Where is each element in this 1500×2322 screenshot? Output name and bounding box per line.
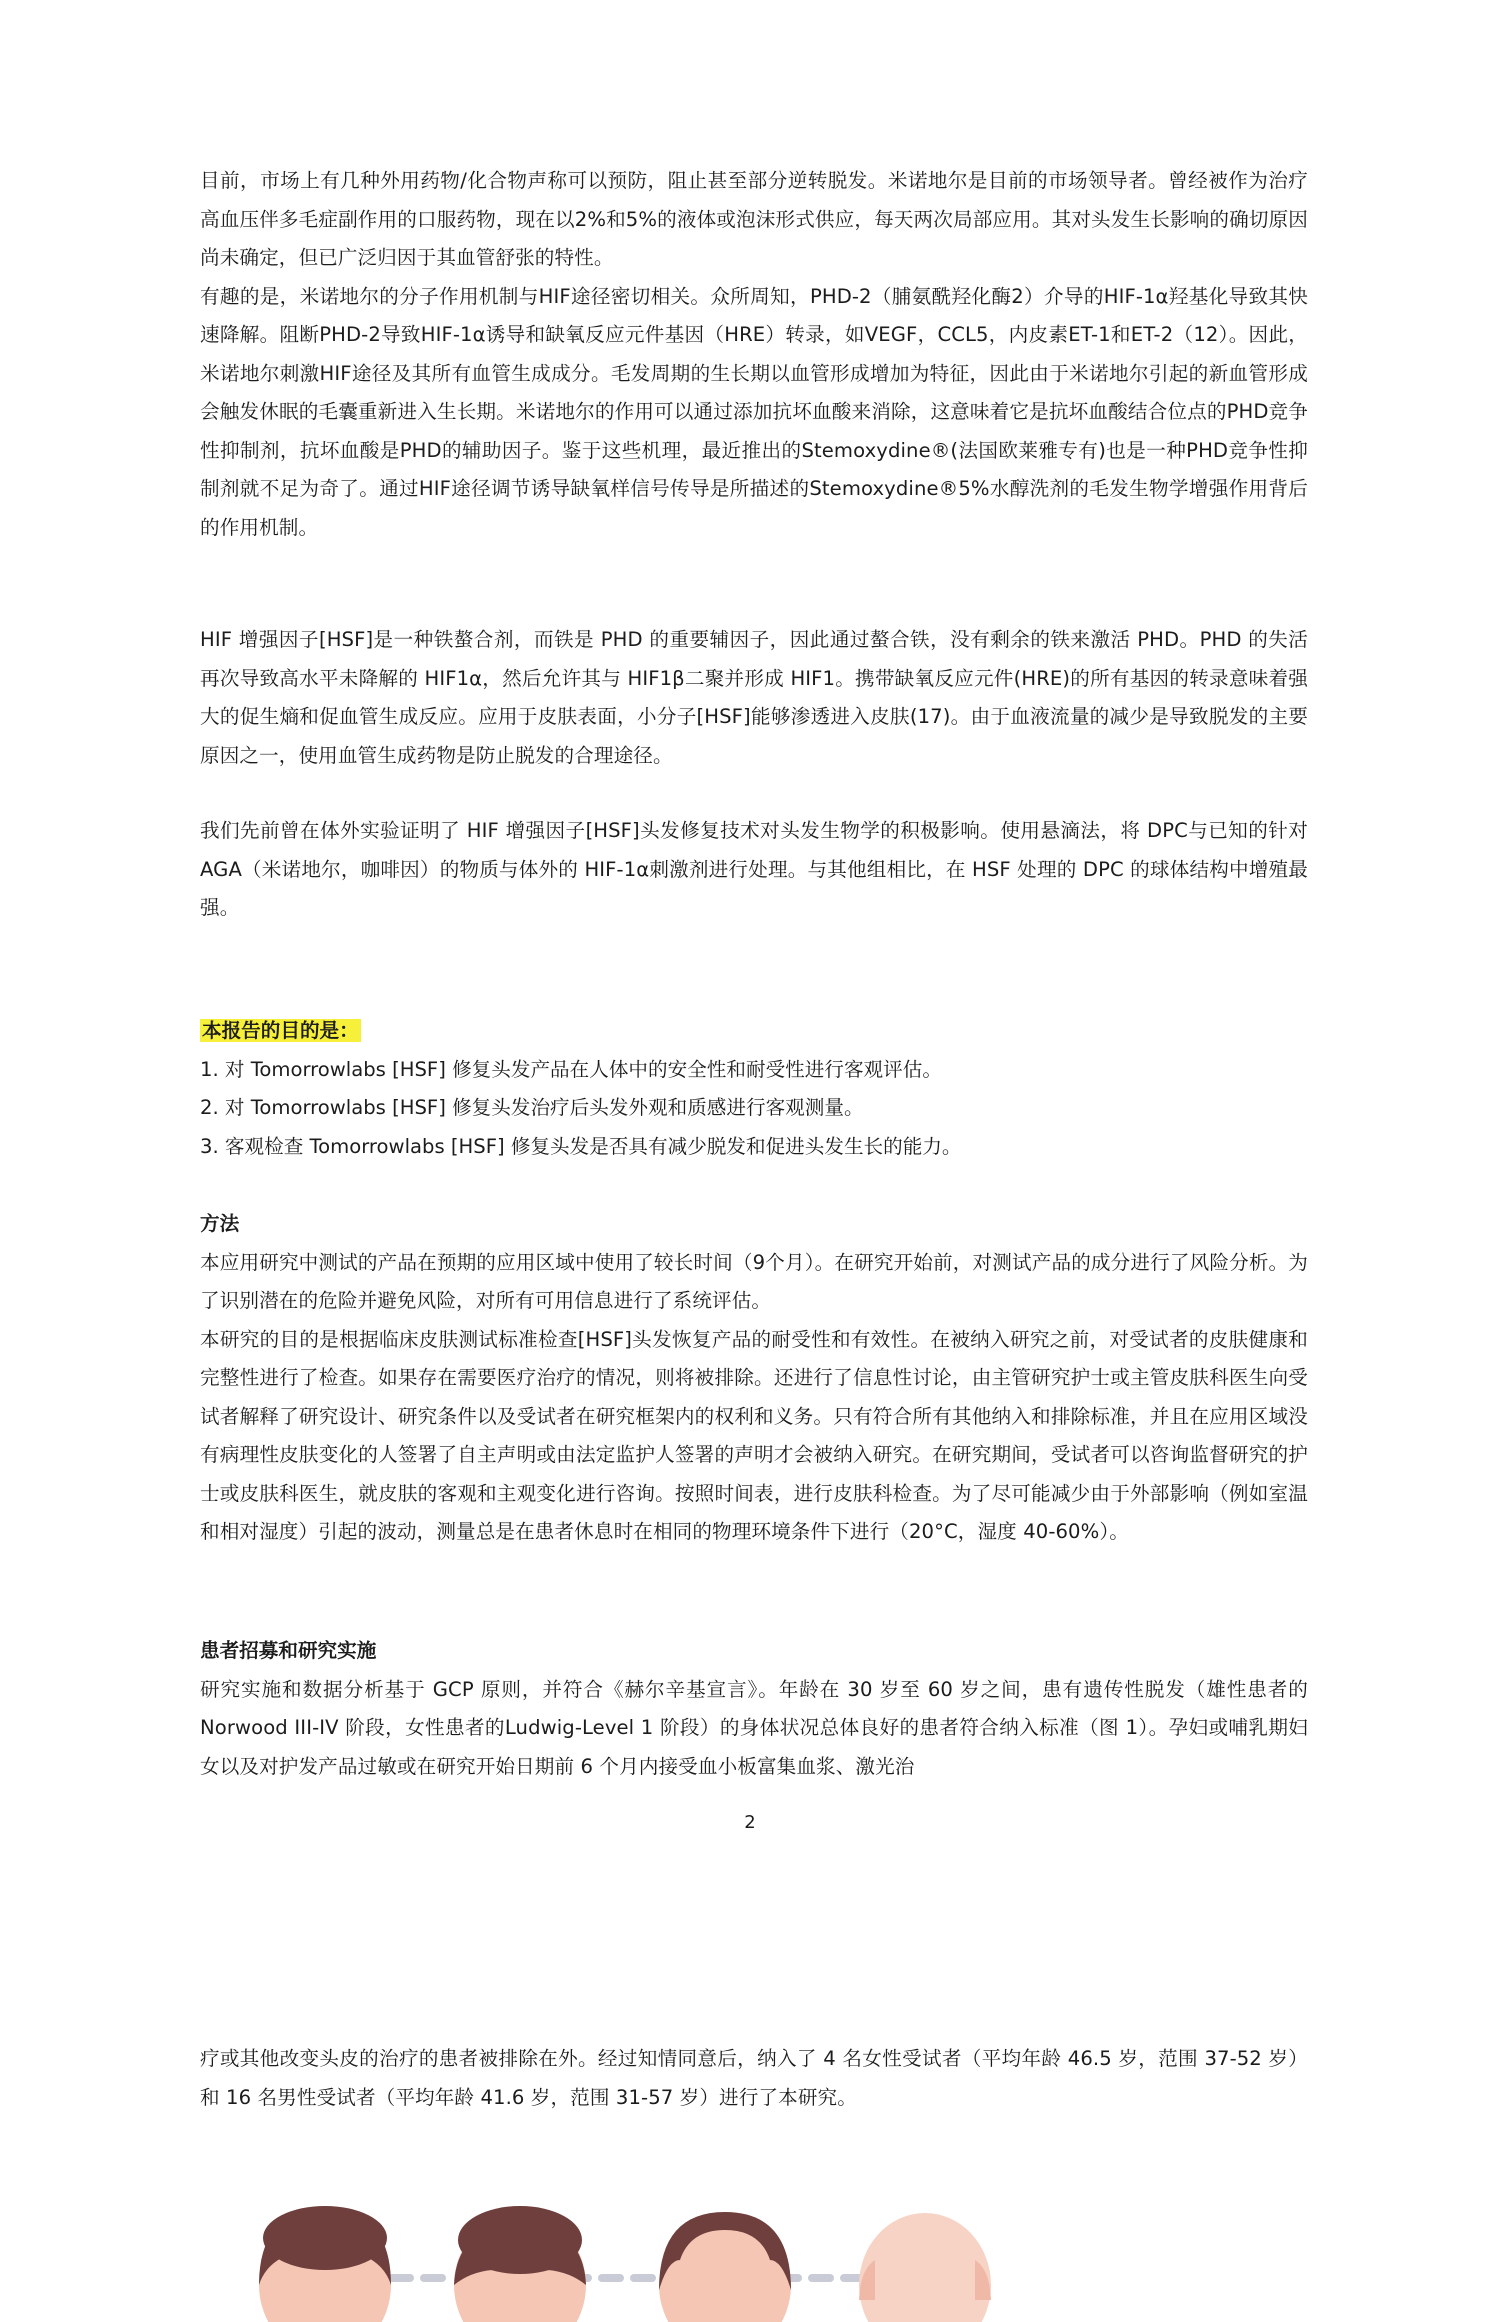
hair-loss-stages-figure [230, 2190, 1230, 2322]
head-stage-2-icon [454, 2206, 586, 2322]
head-stage-3-icon [659, 2212, 791, 2322]
paragraph-recruitment-1: 研究实施和数据分析基于 GCP 原则，并符合《赫尔辛基宣言》。年龄在 30 岁至 60 岁之间，患有遗传性脱发（雄性患者的 Norwood III-IV 阶段，女性患者的Ludwig-Level 1 阶段）的身体状况总体良好的患者符合纳入标准（图 1）。孕妇或哺乳期妇女以及对护发产品过敏或在研究开始日期前 6 个月内接受血小板富集血浆、激光治 [200, 1677, 1308, 1778]
paragraph-minoxidil-mechanism: 有趣的是，米诺地尔的分子作用机制与HIF途径密切相关。众所周知，PHD-2（脯氨酰羟化酶2）介导的HIF-1α羟基化导致其快速降解。阻断PHD-2导致HIF-1α诱导和缺氧反应元件基因（HRE）转录，如VEGF，CCL5，内皮素ET-1和ET-2（12）。因此，米诺地尔刺激HIF途径及其所有血管生成成分。毛发周期的生长期以血管形成增加为特征，因此由于米诺地尔引起的新血管形成会触发休眠的毛囊重新进入生长期。米诺地尔的作用可以通过添加抗坏血酸来消除，这意味着它是抗坏血酸结合位点的PHD竞争性抑制剂，抗坏血酸是PHD的辅助因子。鉴于这些机理，最近推出的Stemoxydine®(法国欧莱雅专有)也是一种PHD竞争性抑制剂就不足为奇了。通过HIF途径调节诱导缺氧样信号传导是所描述的Stemoxydine®5%水醇洗剂的毛发生物学增强作用背后的作用机制。 [200, 284, 1308, 539]
paragraph-methods-1: 本应用研究中测试的产品在预期的应用区域中使用了较长时间（9个月）。在研究开始前，对测试产品的成分进行了风险分析。为了识别潜在的危险并避免风险，对所有可用信息进行了系统评估。 [200, 1250, 1308, 1312]
head-stage-1-icon [259, 2206, 391, 2322]
invitro-section [200, 812, 1308, 928]
objective-item-2: 2. 对 Tomorrowlabs [HSF] 修复头发治疗后头发外观和质感进行客观测量。 [200, 1096, 864, 1119]
intro-section [200, 162, 1308, 547]
recruitment-continued [200, 2040, 1308, 2117]
paragraph-methods-2: 本研究的目的是根据临床皮肤测试标准检查[HSF]头发恢复产品的耐受性和有效性。在被纳入研究之前，对受试者的皮肤健康和完整性进行了检查。如果存在需要医疗治疗的情况，则将被排除。还进行了信息性讨论，由主管研究护士或主管皮肤科医生向受试者解释了研究设计、研究条件以及受试者在研究框架内的权利和义务。只有符合所有其他纳入和排除标准，并且在应用区域没有病理性皮肤变化的人签署了自主声明或由法定监护人签署的声明才会被纳入研究。在研究期间，受试者可以咨询监督研究的护士或皮肤科医生，就皮肤的客观和主观变化进行咨询。按照时间表，进行皮肤科检查。为了尽可能减少由于外部影响（例如室温和相对湿度）引起的波动，测量总是在患者休息时在相同的物理环境条件下进行（20°C，湿度 40-60%）。 [200, 1327, 1308, 1543]
paragraph-recruitment-2: 疗或其他改变头皮的治疗的患者被排除在外。经过知情同意后，纳入了 4 名女性受试者（平均年龄 46.5 岁，范围 37-52 岁）和 16 名男性受试者（平均年龄 41.6 岁，范围 31-57 岁）进行了本研究。 [200, 2047, 1308, 2109]
objective-item-1: 1. 对 Tomorrowlabs [HSF] 修复头发产品在人体中的安全性和耐受性进行客观评估。 [200, 1057, 942, 1081]
methods-section [200, 1205, 1308, 1552]
paragraph-hsf-chelator: HIF 增强因子[HSF]是一种铁螯合剂，而铁是 PHD 的重要辅因子，因此通过螯合铁，没有剩余的铁来激活 PHD。PHD 的失活再次导致高水平未降解的 HIF1α，然后允许其与 HIF1β二聚并形成 HIF1。携带缺氧反应元件(HRE)的所有基因的转录意味着强大的促生熵和促血管生成反应。应用于皮肤表面，小分子[HSF]能够渗透进入皮肤(17)。由于血液流量的减少是导致脱发的主要原因之一，使用血管生成药物是防止脱发的合理途径。 [200, 628, 1308, 767]
paragraph-minoxidil-market: 目前，市场上有几种外用药物/化合物声称可以预防，阻止甚至部分逆转脱发。米诺地尔是目前的市场领导者。曾经被作为治疗高血压伴多毛症副作用的口服药物，现在以2%和5%的液体或泡沫形式供应，每天两次局部应用。其对头发生长影响的确切原因尚未确定，但已广泛归因于其血管舒张的特性。 [200, 169, 1308, 269]
paragraph-invitro: 我们先前曾在体外实验证明了 HIF 增强因子[HSF]头发修复技术对头发生物学的积极影响。使用悬滴法，将 DPC与已知的针对 AGA（米诺地尔，咖啡因）的物质与体外的 HIF-1α刺激剂进行处理。与其他组相比，在 HSF 处理的 DPC 的球体结构中增殖最强。 [200, 819, 1308, 919]
recruitment-heading: 患者招募和研究实施 [200, 1639, 377, 1662]
objectives-section [200, 1012, 1308, 1166]
objectives-heading: 本报告的目的是： [202, 1019, 359, 1042]
hsf-section [200, 621, 1308, 775]
recruitment-section [200, 1632, 1308, 1786]
head-stage-4-icon [859, 2213, 991, 2322]
methods-heading: 方法 [200, 1212, 240, 1235]
objective-item-3: 3. 客观检查 Tomorrowlabs [HSF] 修复头发是否具有减少脱发和促进头发生长的能力。 [200, 1134, 962, 1158]
page-number: 2 [744, 1812, 756, 1833]
